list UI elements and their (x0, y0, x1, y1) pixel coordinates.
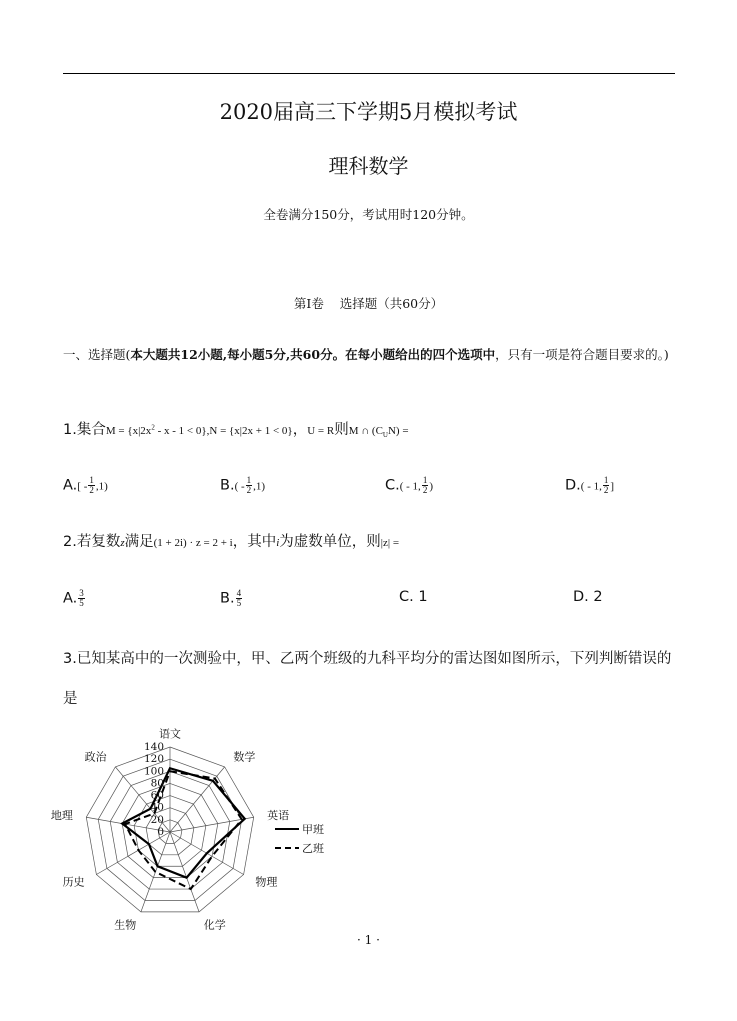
radar-tick-label: 40 (150, 801, 164, 814)
q1-universe: U = R (307, 425, 335, 437)
q1-comma: ， (292, 422, 308, 438)
radar-tick-label: 20 (150, 813, 164, 826)
radar-axis-label: 物理 (255, 875, 278, 889)
legend-label-1: 甲班 (302, 823, 324, 836)
q1-option-d[interactable]: D.( - 1, $\frac{1}{2}$ ] (565, 475, 615, 495)
radar-tick-label: 0 (157, 826, 164, 838)
radar-axis-label: 历史 (62, 875, 85, 889)
radar-legend (275, 822, 324, 855)
section-instruction (63, 339, 675, 370)
legend-label-2: 乙班 (302, 842, 324, 855)
question-2: 2.若复数z满足(1 + 2i) · z = 2 + i，其中i为虚数单位，则|z| = (63, 534, 400, 550)
radar-axis-label: 英语 (267, 808, 290, 822)
radar-tick-label: 140 (143, 741, 164, 753)
radar-axis-label: 地理 (50, 808, 73, 822)
exam-title: 2020届高三下学期5月模拟考试 (219, 100, 518, 124)
q1-stem: 集合 (76, 422, 106, 438)
q1-number: 1. (63, 422, 77, 438)
radar-spoke (96, 832, 170, 875)
q1-set-m: $M = \{x|2x^2 - x - 1 < 0\},N = \{x|2x + 1 < 0\}$ (105, 423, 293, 437)
instruction-text-bold: 本大题共12小题,每小题5分,共60分。在每小题给出的四个选项中 (130, 347, 496, 362)
radar-tick-label: 100 (143, 765, 164, 778)
section-heading: 第I卷 选择题（共60分） (293, 296, 444, 311)
radar-series-1 (122, 768, 245, 877)
header-rule (63, 73, 675, 74)
q1-option-b[interactable]: B.( - $\frac{1}{2}$ ,1) (220, 475, 266, 495)
radar-axis-label: 生物 (114, 918, 137, 932)
radar-tick-label: 60 (150, 789, 164, 802)
q2-equation: (1 + 2i) · z = 2 + i (153, 537, 233, 549)
q1-option-c[interactable]: C.( - 1, $\frac{1}{2}$ ) (385, 475, 433, 495)
radar-axis-label: 数学 (233, 750, 256, 764)
question-1 (63, 418, 409, 439)
exam-subject: 理科数学 (328, 154, 409, 178)
radar-series (122, 768, 245, 889)
q1-option-a[interactable]: A.[ - $\frac{1}{2}$ ,1) (63, 475, 108, 495)
radar-axis-label: 政治 (84, 750, 107, 764)
q2-option-c[interactable]: C. 1 (399, 589, 428, 605)
radar-axis-label: 语文 (159, 727, 181, 741)
q1-then: 则 (334, 422, 349, 438)
page-number: · 1 · (357, 933, 380, 947)
instruction-text-2: ，只有一项是符合题目要求的。) (495, 347, 669, 362)
radar-axis-label: 化学 (203, 918, 226, 932)
question-3: 3.已知某高中的一次测验中，甲、乙两个班级的九科平均分的雷达图如图所示，下列判断错误的是 (63, 651, 672, 707)
radar-tick-label: 120 (143, 753, 164, 766)
instruction-text-1: 一、选择题( (63, 347, 131, 362)
q1-expression: M ∩ $(C_UN)$ = (348, 425, 409, 440)
exam-note: 全卷满分150分，考试用时120分钟。 (263, 207, 474, 222)
q2-option-d[interactable]: D. 2 (573, 589, 603, 605)
radar-tick-label: 80 (150, 777, 164, 790)
q2-option-b[interactable]: B. $\frac{4}{5}$ (220, 588, 242, 608)
radar-chart (50, 727, 365, 932)
q2-option-a[interactable]: A. $\frac{3}{5}$ (63, 588, 84, 608)
